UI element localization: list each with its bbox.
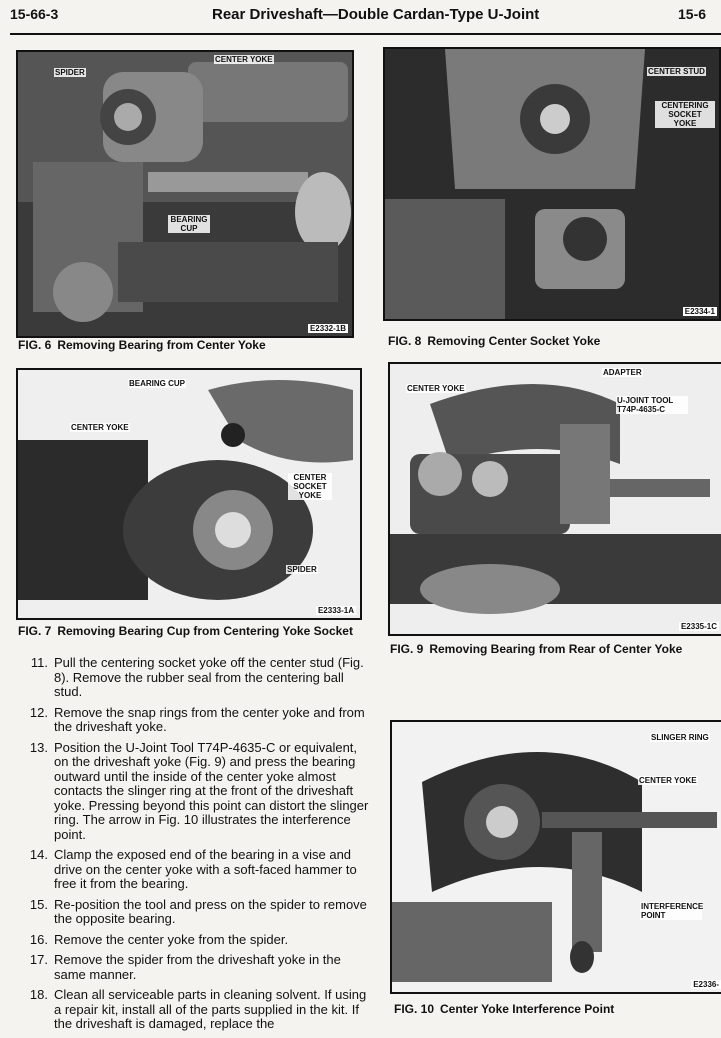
fig8-callout-centering-socket-yoke: CENTERING SOCKET YOKE <box>655 101 715 128</box>
page-header <box>0 0 721 34</box>
fig6-callout-bearing-cup: BEARING CUP <box>168 215 210 233</box>
fig7-caption-title: Removing Bearing Cup from Centering Yoke Socket <box>57 624 353 638</box>
step-text: Remove the center yoke from the spider. <box>54 931 289 947</box>
fig6-caption-number: FIG. 6 <box>18 338 52 352</box>
step-text: Remove the spider from the driveshaft yoke in the same manner. <box>54 952 341 982</box>
page-number-left: 15-66-3 <box>10 6 59 22</box>
fig7-caption <box>18 624 358 638</box>
step-number: 17. <box>29 952 48 967</box>
fig9-callout-ujoint-tool: U-JOINT TOOL T74P-4635-C <box>616 396 688 414</box>
step-number: 14. <box>29 847 48 862</box>
fig9-photo <box>388 362 721 636</box>
step-number: 15. <box>29 896 48 912</box>
procedure-steps <box>18 656 370 1038</box>
fig7-callout-center-yoke: CENTER YOKE <box>71 423 129 432</box>
fig10-callout-center-yoke: CENTER YOKE <box>639 776 697 785</box>
fig8-callout-center-stud: CENTER STUD <box>648 67 705 76</box>
step-number: 12. <box>29 704 48 720</box>
fig7-code: E2333-1A <box>317 606 354 615</box>
fig9-code: E2335-1C <box>680 622 717 631</box>
step-text: Clean all serviceable parts in cleaning solvent. If using a repair kit, install all of the parts supplied in the kit. If the driveshaft is damaged, replace the <box>54 987 367 1031</box>
fig6-caption-title: Removing Bearing from Center Yoke <box>57 338 266 352</box>
step-number: 13. <box>29 739 48 755</box>
fig8-illustration <box>385 49 719 319</box>
procedure-step <box>18 988 370 1032</box>
fig9-callout-center-yoke: CENTER YOKE <box>407 384 465 393</box>
step-number: 16. <box>29 931 48 947</box>
step-text: Position the U-Joint Tool T74P-4635-C or equivalent, on the driveshaft yoke (Fig. 9) and press the bearing outward until the inside of the center yoke almost contacts the slinger ring at the front of the driveshaft yoke. Pressing beyond this point can distort the slinger ring. The arrow in Fig. 10 illustrates the interference point. <box>54 739 369 842</box>
fig9-caption-title: Removing Bearing from Rear of Center Yoke <box>429 642 683 656</box>
fig10-caption <box>394 1002 721 1016</box>
fig6-caption <box>18 338 358 352</box>
fig10-callout-slinger-ring: SLINGER RING <box>651 733 709 742</box>
procedure-step <box>18 706 370 735</box>
fig10-callout-interference-point: INTERFERENCE POINT <box>641 902 704 920</box>
fig6-illustration <box>18 52 352 336</box>
step-text: Pull the centering socket yoke off the center stud (Fig. 8). Remove the rubber seal from the centering ball stud. <box>54 655 364 699</box>
fig7-callout-spider: SPIDER <box>287 565 317 574</box>
header-rule <box>10 33 721 35</box>
fig8-caption <box>388 334 718 348</box>
fig6-callout-spider: SPIDER <box>55 68 85 77</box>
procedure-step <box>18 933 370 948</box>
fig7-caption-number: FIG. 7 <box>18 624 52 638</box>
procedure-step <box>18 848 370 892</box>
step-text: Clamp the exposed end of the bearing in a vise and drive on the center yoke with a soft-faced hammer to free it from the bearing. <box>54 847 357 891</box>
fig6-callout-center-yoke: CENTER YOKE <box>215 55 273 64</box>
procedure-step <box>18 741 370 843</box>
fig10-caption-title: Center Yoke Interference Point <box>440 1002 615 1016</box>
fig7-callout-center-socket-yoke: CENTER SOCKET YOKE <box>288 473 332 500</box>
fig9-caption <box>390 642 721 656</box>
fig8-caption-title: Removing Center Socket Yoke <box>427 334 601 348</box>
fig8-caption-number: FIG. 8 <box>388 334 422 348</box>
step-text: Re-position the tool and press on the spider to remove the opposite bearing. <box>54 896 367 926</box>
step-number: 18. <box>29 987 48 1002</box>
fig8-code: E2334-1 <box>684 307 715 316</box>
page-title: Rear Driveshaft—Double Cardan-Type U-Joint <box>212 6 540 23</box>
fig9-caption-number: FIG. 9 <box>390 642 424 656</box>
fig10-photo <box>390 720 721 994</box>
fig8-photo <box>383 47 721 321</box>
fig6-photo <box>16 50 354 338</box>
fig7-photo <box>16 368 362 620</box>
procedure-step <box>18 953 370 982</box>
step-text: Remove the snap rings from the center yoke and from the driveshaft yoke. <box>54 704 365 734</box>
procedure-step <box>18 898 370 927</box>
fig10-code: E2336- <box>693 980 719 989</box>
fig9-callout-adapter: ADAPTER <box>603 368 642 377</box>
page-number-right: 15-6 <box>678 6 707 22</box>
procedure-step <box>18 656 370 700</box>
fig7-callout-bearing-cup: BEARING CUP <box>129 379 186 388</box>
fig10-illustration <box>392 722 721 992</box>
fig6-code: E2332-1B <box>309 324 346 333</box>
step-number: 11. <box>30 655 48 670</box>
fig10-caption-number: FIG. 10 <box>394 1002 435 1016</box>
